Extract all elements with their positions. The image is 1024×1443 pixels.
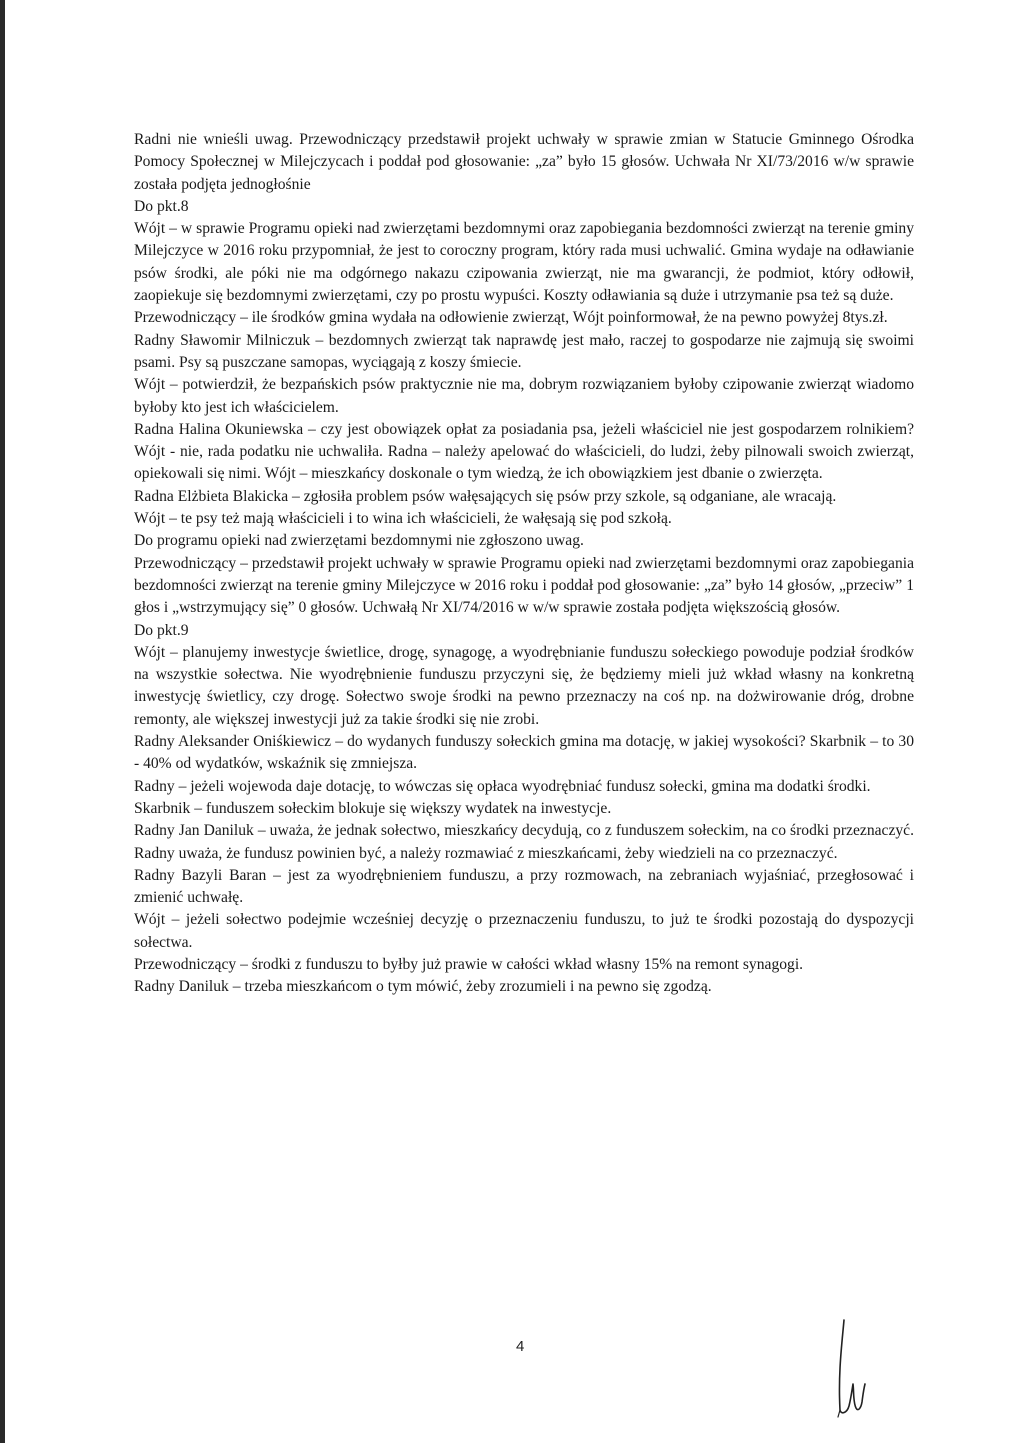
paragraph: Wójt – te psy też mają właścicieli i to wina ich właścicieli, że wałęsają się pod szkołą. [134,510,672,528]
paragraph: Przewodniczący – przedstawił projekt uchwały w sprawie Programu opieki nad zwierzętami bezdomnymi oraz zapobiegania bezdomności zwierząt na terenie gminy Milejczyce w 2016 roku i poddał pod głosowanie: „za” było 14 głosów, „przeciw” 1 głos i „wstrzymujący się” 0 głosów. Uchwałą Nr XI/74/2016 w w/w sprawie została podjęta większością głosów. [134,554,914,617]
paragraph: Wójt – planujemy inwestycje świetlice, drogę, synagogę, a wyodrębnianie funduszu sołeckiego powoduje podział środków na wszystkie sołectwa. Nie wyodrębnienie funduszu przyczyni się, że będziemy mieli już wkład własny na konkretną inwestycję świetlicy, czy drogę. Sołectwo swoje środki na pewno przeznaczy na coś np. na dożwirowanie dróg, drobne remonty, ale większej inwestycji już za takie środki się nie zrobi. [134,643,914,728]
paragraph: Radny Sławomir Milniczuk – bezdomnych zwierząt tak naprawdę jest mało, raczej to gospodarze nie zajmują się swoimi psami. Psy są puszczane samopas, wyciągają z koszy śmiecie. [134,331,914,371]
paragraph: Przewodniczący – ile środków gmina wydała na odłowienie zwierząt, Wójt poinformował, że na pewno powyżej 8tys.zł. [134,309,888,327]
paragraph: Radny Daniluk – trzeba mieszkańcom o tym mówić, żeby zrozumieli i na pewno się zgodzą. [134,978,712,996]
handwritten-initials-signature [820,1318,880,1418]
paragraph: Radni nie wnieśli uwag. Przewodniczący przedstawił projekt uchwały w sprawie zmian w Statucie Gminnego Ośrodka Pomocy Społecznej w Milejczycach i poddał pod głosowanie: „za” było 15 głosów. Uchwała Nr XI/73/2016 w/w sprawie została podjęta jednogłośnie [134,131,914,193]
paragraph: Radna Elżbieta Blakicka – zgłosiła problem psów wałęsających się psów przy szkole, są odganiane, ale wracają. [134,487,837,505]
paragraph: Radny Bazyli Baran – jest za wyodrębnieniem funduszu, a przy rozmowach, na zebraniach wyjaśniać, przegłosować i zmienić uchwałę. [134,866,914,907]
paragraph: Radny Jan Daniluk – uważa, że jednak sołectwo, mieszkańcy decydują, co z funduszem sołeckim, na co środki przeznaczyć. Radny uważa, że fundusz powinien być, a należy rozmawiać z mieszkańcami, żeby wiedzieli na co przeznaczyć. [134,822,914,862]
scan-edge-shadow [0,0,5,1443]
paragraph: Wójt – potwierdził, że bezpańskich psów praktycznie nie ma, dobrym rozwiązaniem byłoby czipowanie zwierząt wiadomo byłoby kto jest ich właścicielem. [134,376,914,416]
paragraph: Skarbnik – funduszem sołeckim blokuje się większy wydatek na inwestycje. [134,799,612,817]
page-number: 4 [516,1338,525,1355]
paragraph: Radny – jeżeli wojewoda daje dotację, to wówczas się opłaca wyodrębniać fundusz sołecki, gmina ma dodatki środki. [134,777,871,795]
paragraph: Przewodniczący – środki z funduszu to byłby już prawie w całości wkład własny 15% na remont synagogi. [134,955,804,973]
paragraph: Wójt – jeżeli sołectwo podejmie wcześniej decyzję o przeznaczeniu funduszu, to już te środki pozostają do dyspozycji sołectwa. [134,911,914,951]
document-body [134,129,914,999]
section-heading: Do pkt.9 [134,621,189,639]
paragraph: Radna Halina Okuniewska – czy jest obowiązek opłat za posiadania psa, jeżeli właściciel nie jest gospodarzem rolnikiem? Wójt - nie, rada podatku nie uchwaliła. Radna – należy apelować do właścicieli, do ludzi, żeby pilnowali swoich zwierząt, opiekowali się nimi. Wójt – mieszkańcy doskonale o tym wiedzą, że ich obowiązkiem jest dbanie o zwierzęta. [134,420,914,483]
paragraph: Do programu opieki nad zwierzętami bezdomnymi nie zgłoszono uwag. [134,532,584,550]
paragraph: Wójt – w sprawie Programu opieki nad zwierzętami bezdomnymi oraz zapobiegania bezdomności zwierząt na terenie gminy Milejczyce w 2016 roku przypomniał, że jest to coroczny program, który rada musi uchwalić. Gmina wydaje na odławianie psów środki, ale póki nie ma odgórnego nakazu czipowania zwierząt, nie ma gwarancji, że podmiot, który odłowił, zaopiekuje się bezdomnymi zwierzętami, czy po prostu wypuści. Koszty odławiania są duże i utrzymanie psa też są duże. [134,220,914,305]
paragraph: Radny Aleksander Oniśkiewicz – do wydanych funduszy sołeckich gmina ma dotację, w jakiej wysokości? Skarbnik – to 30 - 40% od wydatków, wskaźnik się zmniejsza. [134,733,914,773]
section-heading: Do pkt.8 [134,197,189,215]
